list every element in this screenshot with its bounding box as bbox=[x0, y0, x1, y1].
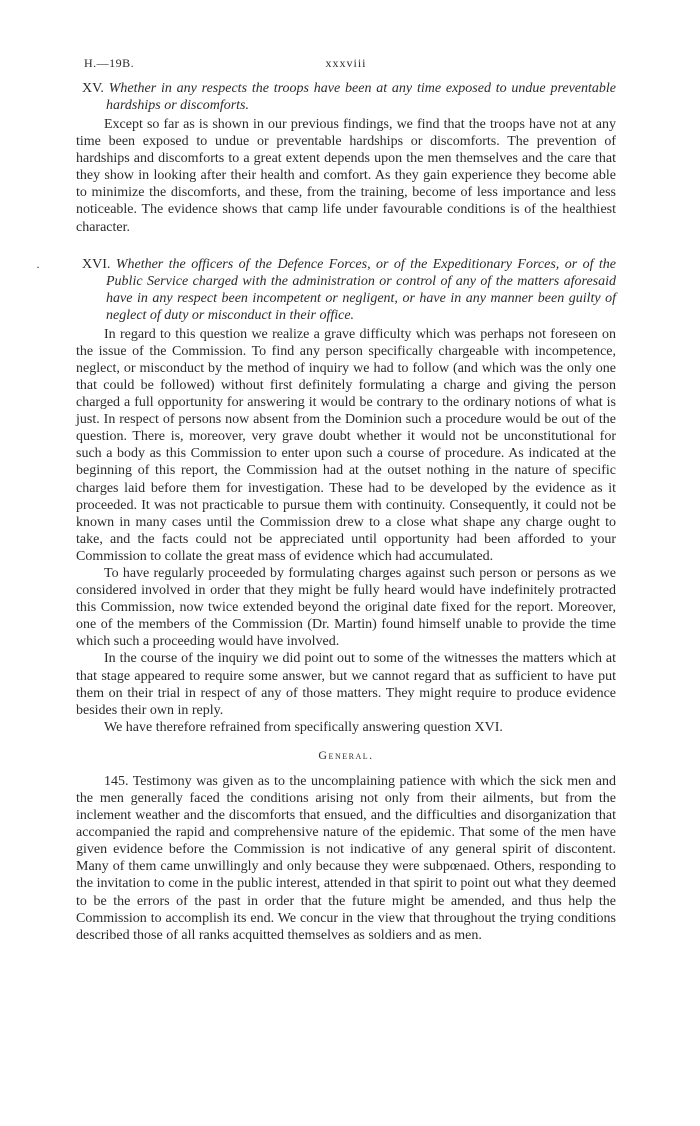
page-number: xxxviii bbox=[325, 56, 367, 70]
general-paragraph-145: 145. Testimony was given as to the uncomplaining patience with which the sick men and the men generally faced the conditions arising not only from their ailments, but from the inclement weather and the discomforts that ensued, and the difficulties and disorganization that accompanied the rapid and comprehensive nature of the epidemic. That some of the men have given evidence before the Commission is not indicative of any general spirit of discontent. Many of them came unwillingly and only because they were subpœnaed. Others, responding to the invitation to come in the public interest, attended in that spirit to point out what they deemed to be the errors of the past in order that the future might be amended, and thus help the Commission to accomplish its end. We concur in the view that throughout the trying conditions described those of all ranks acquitted themselves as soldiers and as men. bbox=[76, 773, 616, 943]
question-xv-paragraph-1: Except so far as is shown in our previous findings, we find that the troops have not at any time been exposed to undue or preventable hardships or discomforts. The prevention of hardships and discomforts to a great extent depends upon the men themselves and the care that they show in looking after their health and comfort. As they gain experience they become able to minimize the discomforts, and these, from the training, become of less importance and less noticeable. The evidence shows that camp life under favourable conditions is of the healthiest character. bbox=[76, 117, 616, 235]
section-gap bbox=[76, 236, 616, 248]
question-xv-number: XV. bbox=[82, 81, 104, 96]
question-xv-heading bbox=[76, 80, 616, 114]
question-xv-title: Whether in any respects the troops have been at any time exposed to undue preventable hardships or discomforts. bbox=[106, 81, 617, 113]
running-head bbox=[76, 50, 616, 72]
question-xvi-number: XVI. bbox=[82, 256, 111, 272]
section-question-xvi bbox=[36, 256, 616, 736]
document-reference: H.—19B. bbox=[84, 56, 135, 70]
question-xvi-paragraph-4: We have therefore refrained from specifically answering question XVI. bbox=[104, 719, 503, 735]
margin-mark: · bbox=[36, 259, 40, 274]
section-question-xv bbox=[76, 80, 616, 236]
document-page bbox=[36, 50, 617, 944]
question-xvi-paragraph-3: In the course of the inquiry we did point out to some of the witnesses the matters which at that stage appeared to require some answer, but we cannot regard that as sufficient to have put them on their trial in respect of any of those matters. They might require to produce evidence besides their own in reply. bbox=[76, 651, 616, 718]
question-xvi-paragraph-2: To have regularly proceeded by formulating charges against such person or persons as we considered involved in order that they might be fully heard would have indefinitely protracted this Commission, now twice extended beyond the original date fixed for the report. Moreover, one of the members of the Commission (Dr. Martin) found himself unable to provide the time which such a proceeding would have involved. bbox=[76, 565, 616, 650]
question-xvi-paragraph-1: In regard to this question we realize a grave difficulty which was perhaps not foreseen on the issue of the Commission. To find any person specifically chargeable with incompetence, neglect, or misconduct by the method of inquiry we had to follow (and which was the only one that could be followed) without first definitely formulating a charge and giving the person charged a full opportunity for answering it would be contrary to the ordinary notions of what is just. In respect of persons now absent from the Dominion such a procedure would be out of the question. There is, moreover, very grave doubt whether it would not be unconstitutional for such a body as this Commission to enter upon such a course of procedure. As indicated at the beginning of this report, the Commission had at the outset nothing in the nature of specific charges laid before them for investigation. These had to be developed by the evidence as it proceeded. It was not practicable to pursue them with continuity. Consequently, it could not be known in many cases until the Commission drew to a close what shape any charge ought to take, and the facts could not be appreciated until opportunity had been afforded to your Commission to collate the great mass of evidence which had accumulated. bbox=[76, 326, 616, 564]
question-xvi-heading bbox=[76, 256, 616, 324]
question-xvi-title: Whether the officers of the Defence Forces, or of the Expeditionary Forces, or of the Public Service charged with the administration or control of any of the matters aforesaid have in any respect been incompetent or negligent, or have in any manner been guilty of neglect of duty or misconduct in their office. bbox=[106, 256, 616, 323]
section-general bbox=[76, 748, 616, 944]
general-heading: General. bbox=[318, 747, 374, 762]
